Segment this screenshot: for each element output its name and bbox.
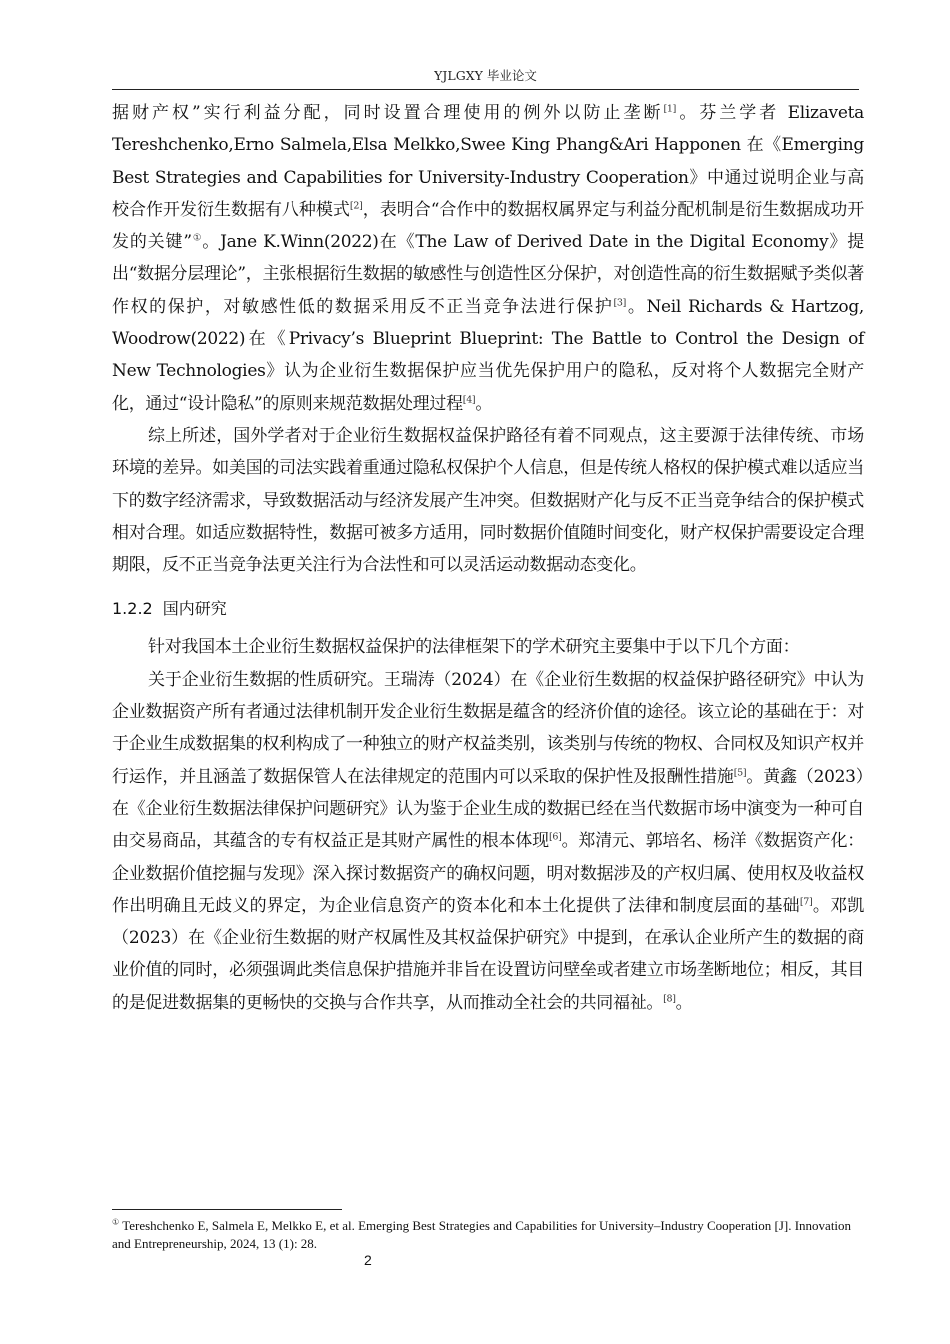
text-segment: 。Jane K.Winn(2022)在《The Law of Derived Date in the Digital Economy》提出“数据分层理论”，主张根据衍生数据的敏感性与创造性区分保护，对创造性高的衍生数据赋予类似著作权的保护，对敏感性低的数据采用反不正当竞争法进行保护 xyxy=(112,232,864,317)
text-segment: 据财产权”实行利益分配，同时设置合理使用的例外以防止垄断 xyxy=(112,103,664,123)
text-segment: 。郑清元、郭培名、杨洋《数据资产化：企业数据价值挖掘与发现》深入探讨数据资产的确权问题，明对数据涉及的产权归属、使用权及收益权作出明确且无歧义的界定，为企业信息资产的资本化和本土化提供了法律和制度层面的基础 xyxy=(112,831,864,916)
paragraph-data-nature xyxy=(112,664,864,1019)
text-segment: ，表明合“合作中的数据权属界定与利益分配机制是衍生数据成功开发的关键” xyxy=(112,199,864,253)
header-divider xyxy=(112,89,859,90)
text-segment: 。邓凯（2023）在《企业衍生数据的财产权属性及其权益保护研究》中提到，在承认企业所产生的数据的商业价值的同时，必须强调此类信息保护措施并非旨在设置访问壁垒或者建立市场垄断地位；相反，其目的是促进数据集的更畅快的交换与合作共享，从而推动全社会的共同福祉。 xyxy=(112,895,864,1013)
text-segment: 。芬兰学者 Elizaveta Tereshchenko,Erno Salmela,Elsa Melkko,Swee King Phang&Ari Happonen 在《Emerging Best Strategies and Capabilities for University‑Industry Cooperation》中通过说明企业与高校合作开发衍生数据有八种模式 xyxy=(112,103,864,220)
paragraph-domestic-intro: 针对我国本土企业衍生数据权益保护的法律框架下的学术研究主要集中于以下几个方面： xyxy=(148,637,800,658)
page-number: 2 xyxy=(364,1252,372,1268)
footnote-divider xyxy=(112,1209,342,1210)
citation-ref: [6] xyxy=(548,831,562,843)
citation-ref: [1] xyxy=(663,103,677,115)
section-heading xyxy=(112,593,864,625)
text-segment: 。 xyxy=(675,992,693,1013)
citation-ref: [3] xyxy=(613,297,627,309)
running-header: YJLGXY 毕业论文 xyxy=(434,68,537,83)
text-segment: 关于企业衍生数据的性质研究。王瑞涛（2024）在《企业衍生数据的权益保护路径研究》中认为企业数据资产所有者通过法律机制开发企业衍生数据是蕴含的经济价值的途径。该立论的基础在于：对于企业生成数据集的权利构成了一种独立的财产权益类别，该类别与传统的物权、合同权及知识产权并行运作，并且涵盖了数据保管人在法律规定的范围内可以采取的保护性及报酬性措施 xyxy=(112,669,864,787)
footnote-text: Tereshchenko E, Salmela E, Melkko E, et al. Emerging Best Strategies and Capabilities for University–Industry Cooperation [J]. Innovation and Entrepreneurship, 2024, 13 (1): 28. xyxy=(112,1218,852,1251)
footnote-marker: ① xyxy=(112,1217,120,1227)
text-segment: 。 xyxy=(475,393,493,414)
citation-ref: [5] xyxy=(733,766,747,778)
paragraph-foreign-scholars-continued xyxy=(112,97,864,420)
footnote-marker: ① xyxy=(191,232,203,244)
body-text xyxy=(112,97,864,1019)
text-segment: 。Neil Richards & Hartzog, Woodrow(2022)在《Privacy’s Blueprint Blueprint: The Battle to Control the Design of New Technologies》认为企业衍生数据保护应当优先保护用户的隐私，反对将个人数据完全财产化，通过“设计隐私”的原则来规范数据处理过程 xyxy=(112,296,865,414)
paragraph-summary: 综上所述，国外学者对于企业衍生数据权益保护路径有着不同观点，这主要源于法律传统、市场环境的差异。如美国的司法实践着重通过隐私权保护个人信息，但是传统人格权的保护模式难以适应当下的数字经济需求，导致数据活动与经济发展产生冲突。但数据财产化与反不正当竞争结合的保护模式相对合理。如适应数据特性，数据可被多方适用，同时数据价值随时间变化，财产权保护需要设定合理期限，反不正当竞争法更关注行为合法性和可以灵活运动数据动态变化。 xyxy=(112,425,864,576)
citation-ref: [4] xyxy=(462,394,476,406)
citation-ref: [8] xyxy=(663,993,676,1005)
section-title: 国内研究 xyxy=(162,599,227,619)
section-number: 1.2.2 xyxy=(112,599,153,619)
citation-ref: [2] xyxy=(349,200,363,212)
footnote xyxy=(112,1217,864,1253)
text-segment: 。黄鑫（2023）在《企业衍生数据法律保护问题研究》认为鉴于企业生成的数据已经在当代数据市场中演变为一种可自由交易商品，其蕴含的专有权益正是其财产属性的根本体现 xyxy=(112,766,864,852)
citation-ref: [7] xyxy=(799,896,813,908)
